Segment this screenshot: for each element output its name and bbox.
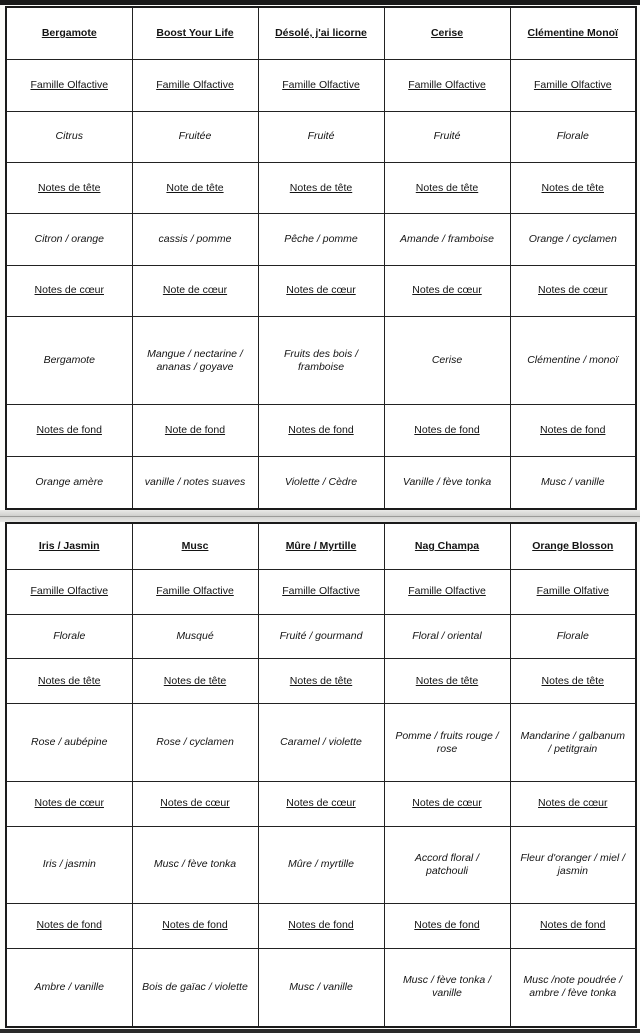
note-value-cell: Vanille / fève tonka — [384, 456, 510, 509]
section-label-cell: Notes de cœur — [510, 265, 636, 316]
section-label-cell: Notes de fond — [6, 903, 132, 948]
section-label-cell: Note de fond — [132, 405, 258, 456]
section-label-cell: Famille Olfactive — [384, 569, 510, 614]
note-value-cell: Florale — [6, 614, 132, 659]
value-row — [6, 704, 636, 781]
label-row — [6, 60, 636, 111]
product-name-musc: Musc — [132, 523, 258, 569]
note-value-cell: Musc / fève tonka / vanille — [384, 948, 510, 1027]
fragrance-table-1 — [5, 6, 637, 510]
product-name-boost-your-life: Boost Your Life — [132, 7, 258, 60]
section-label-cell: Notes de tête — [258, 162, 384, 213]
section-label-cell: Notes de fond — [258, 405, 384, 456]
note-value-cell: Mûre / myrtille — [258, 826, 384, 903]
note-value-cell: Florale — [510, 111, 636, 162]
section-label-cell: Notes de tête — [258, 659, 384, 704]
note-value-cell: Citron / orange — [6, 214, 132, 265]
note-value-cell: Mangue / nectarine / ananas / goyave — [132, 316, 258, 404]
note-value-cell: Orange amère — [6, 456, 132, 509]
note-value-cell: Bergamote — [6, 316, 132, 404]
value-row — [6, 614, 636, 659]
scan-bottom-edge — [0, 1029, 640, 1033]
fragrance-table-2 — [5, 522, 637, 1028]
section-label-cell: Notes de fond — [384, 903, 510, 948]
section-label-cell: Notes de cœur — [258, 781, 384, 826]
note-value-cell: Cerise — [384, 316, 510, 404]
label-row — [6, 405, 636, 456]
note-value-cell: Musc / fève tonka — [132, 826, 258, 903]
section-label-cell: Notes de tête — [6, 659, 132, 704]
section-label-cell: Notes de fond — [258, 903, 384, 948]
product-name-clementine-monoi: Clémentine Monoï — [510, 7, 636, 60]
note-value-cell: Clémentine / monoï — [510, 316, 636, 404]
section-label-cell: Notes de tête — [510, 162, 636, 213]
product-name-orange-blosson: Orange Blosson — [510, 523, 636, 569]
section-label-cell: Famille Olfative — [510, 569, 636, 614]
section-label-cell: Notes de cœur — [6, 265, 132, 316]
section-label-cell: Famille Olfactive — [6, 60, 132, 111]
page-separator — [0, 510, 640, 522]
section-label-cell: Famille Olfactive — [384, 60, 510, 111]
value-row — [6, 111, 636, 162]
note-value-cell: cassis / pomme — [132, 214, 258, 265]
note-value-cell: Florale — [510, 614, 636, 659]
section-label-cell: Notes de fond — [6, 405, 132, 456]
product-name-desole-j-ai-licorne: Désolé, j'ai licorne — [258, 7, 384, 60]
section-label-cell: Famille Olfactive — [258, 569, 384, 614]
note-value-cell: Bois de gaïac / violette — [132, 948, 258, 1027]
section-label-cell: Notes de fond — [510, 903, 636, 948]
page-seam — [0, 516, 640, 517]
section-label-cell: Notes de cœur — [258, 265, 384, 316]
note-value-cell: Caramel / violette — [258, 704, 384, 781]
value-row — [6, 948, 636, 1027]
label-row — [6, 265, 636, 316]
note-value-cell: Fleur d'oranger / miel / jasmin — [510, 826, 636, 903]
section-label-cell: Famille Olfactive — [510, 60, 636, 111]
note-value-cell: Fruité — [258, 111, 384, 162]
note-value-cell: Musc / vanille — [258, 948, 384, 1027]
label-row — [6, 162, 636, 213]
label-row — [6, 903, 636, 948]
section-label-cell: Notes de cœur — [6, 781, 132, 826]
section-label-cell: Notes de cœur — [132, 781, 258, 826]
section-label-cell: Famille Olfactive — [6, 569, 132, 614]
scan-top-edge — [0, 0, 640, 5]
label-row — [6, 781, 636, 826]
note-value-cell: Rose / cyclamen — [132, 704, 258, 781]
note-value-cell: Fruité — [384, 111, 510, 162]
section-label-cell: Famille Olfactive — [258, 60, 384, 111]
note-value-cell: Fruité / gourmand — [258, 614, 384, 659]
section-label-cell: Notes de cœur — [384, 265, 510, 316]
section-label-cell: Notes de tête — [510, 659, 636, 704]
product-name-bergamote: Bergamote — [6, 7, 132, 60]
section-label-cell: Famille Olfactive — [132, 60, 258, 111]
section-label-cell: Notes de tête — [132, 659, 258, 704]
note-value-cell: Floral / oriental — [384, 614, 510, 659]
section-label-cell: Notes de cœur — [510, 781, 636, 826]
note-value-cell: Citrus — [6, 111, 132, 162]
note-value-cell: Iris / jasmin — [6, 826, 132, 903]
product-name-iris-jasmin: Iris / Jasmin — [6, 523, 132, 569]
note-value-cell: Amande / framboise — [384, 214, 510, 265]
note-value-cell: Ambre / vanille — [6, 948, 132, 1027]
product-name-cerise: Cerise — [384, 7, 510, 60]
note-value-cell: Fruits des bois / framboise — [258, 316, 384, 404]
note-value-cell: Musc / vanille — [510, 456, 636, 509]
note-value-cell: vanille / notes suaves — [132, 456, 258, 509]
value-row — [6, 316, 636, 404]
section-label-cell: Notes de tête — [384, 162, 510, 213]
label-row — [6, 569, 636, 614]
section-label-cell: Notes de fond — [384, 405, 510, 456]
note-value-cell: Mandarine / galbanum / petitgrain — [510, 704, 636, 781]
note-value-cell: Accord floral / patchouli — [384, 826, 510, 903]
note-value-cell: Musc /note poudrée / ambre / fève tonka — [510, 948, 636, 1027]
note-value-cell: Rose / aubépine — [6, 704, 132, 781]
section-label-cell: Famille Olfactive — [132, 569, 258, 614]
value-row — [6, 456, 636, 509]
note-value-cell: Fruitée — [132, 111, 258, 162]
product-name-mure-myrtille: Mûre / Myrtille — [258, 523, 384, 569]
section-label-cell: Notes de fond — [510, 405, 636, 456]
section-label-cell: Notes de tête — [6, 162, 132, 213]
value-row — [6, 826, 636, 903]
section-label-cell: Notes de fond — [132, 903, 258, 948]
section-label-cell: Note de cœur — [132, 265, 258, 316]
section-label-cell: Notes de tête — [384, 659, 510, 704]
value-row — [6, 214, 636, 265]
product-name-row — [6, 523, 636, 569]
note-value-cell: Pomme / fruits rouge / rose — [384, 704, 510, 781]
note-value-cell: Orange / cyclamen — [510, 214, 636, 265]
product-name-row — [6, 7, 636, 60]
section-label-cell: Note de tête — [132, 162, 258, 213]
product-name-nag-champa: Nag Champa — [384, 523, 510, 569]
section-label-cell: Notes de cœur — [384, 781, 510, 826]
label-row — [6, 659, 636, 704]
note-value-cell: Violette / Cèdre — [258, 456, 384, 509]
note-value-cell: Pêche / pomme — [258, 214, 384, 265]
note-value-cell: Musqué — [132, 614, 258, 659]
